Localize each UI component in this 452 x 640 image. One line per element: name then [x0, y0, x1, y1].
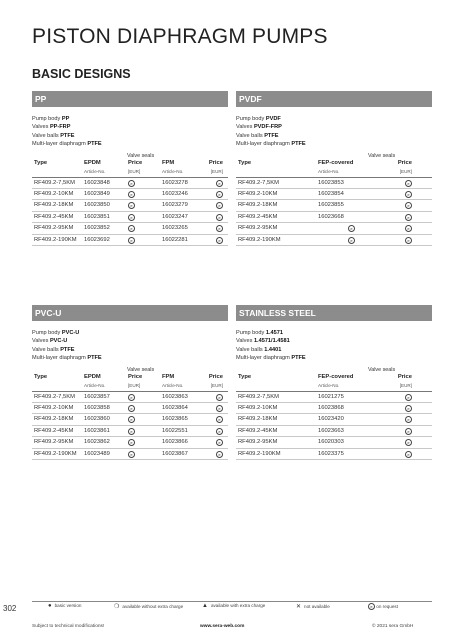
table-cell: RF409.2-18KM — [238, 202, 278, 209]
table-cell: 16023848 — [84, 179, 110, 186]
table-row — [32, 437, 228, 448]
on-request-cell — [216, 191, 223, 198]
table-row — [236, 449, 432, 460]
spec-value: 1.4571 — [265, 330, 283, 336]
table-cell: 16023489 — [84, 450, 110, 457]
spec-line — [32, 337, 228, 345]
filled-circle-icon: ● — [48, 603, 52, 609]
on-request-icon: e — [216, 451, 223, 458]
on-request-icon: e — [405, 214, 412, 221]
spec-value: PTFE — [87, 141, 102, 148]
table-cell: 16023854 — [318, 191, 344, 198]
on-request-icon: e — [216, 237, 223, 244]
spec-value: PP — [61, 116, 70, 122]
valve-seals-label: Valve seals — [127, 366, 155, 373]
table-cell: 16023861 — [84, 427, 110, 434]
spec-label: Valves — [236, 338, 254, 345]
table-cell: 16023851 — [84, 213, 110, 220]
on-request-icon: e — [128, 237, 135, 244]
on-request-icon: e — [128, 428, 135, 435]
table-cell: RF409.2-95KM — [34, 439, 74, 446]
footer-note: Subject to technical modifications! — [32, 624, 105, 629]
table-cell: RF409.2-45KM — [34, 427, 74, 434]
table-cell: RF409.2-7,5KM — [34, 179, 75, 186]
on-request-icon: e — [128, 405, 135, 412]
column-header: FEP-covered — [318, 373, 354, 380]
column-header: Type — [238, 159, 252, 166]
column-unit: Article-No. — [318, 168, 340, 174]
cross-icon: ✕ — [296, 604, 302, 610]
section-pvdf — [236, 91, 432, 246]
valve-seals-label: Valve seals — [368, 152, 396, 159]
on-request-icon: e — [368, 603, 375, 610]
section-description — [236, 329, 432, 363]
table-cell: 16023864 — [162, 405, 188, 412]
table-cell: RF409.2-45KM — [34, 213, 74, 220]
table-row — [32, 414, 228, 425]
on-request-cell — [128, 214, 135, 221]
section-title: STAINLESS STEEL — [236, 305, 432, 321]
on-request-cell — [128, 237, 135, 244]
on-request-icon: e — [405, 202, 412, 209]
on-request-icon: e — [216, 394, 223, 401]
column-unit: Article-No. — [318, 382, 340, 388]
table-header — [236, 160, 432, 168]
spec-label: Multi-layer diaphragm — [236, 141, 292, 148]
column-unit: [EUR] — [128, 382, 141, 388]
on-request-cell — [405, 394, 412, 401]
column-header: EPDM — [84, 373, 101, 380]
table-cell: RF409.2-10KM — [34, 191, 74, 198]
spec-value: 1.4571/1.4581 — [253, 338, 290, 345]
on-request-cell — [405, 237, 412, 244]
on-request-icon: e — [216, 405, 223, 412]
on-request-cell — [216, 225, 223, 232]
spec-line — [236, 329, 432, 337]
table-cell: 16023860 — [84, 416, 110, 423]
table-row — [236, 189, 432, 200]
on-request-icon: e — [405, 439, 412, 446]
spec-line — [236, 140, 432, 148]
on-request-icon: e — [348, 237, 355, 244]
table-cell: RF409.2-10KM — [238, 405, 278, 412]
spec-label: Pump body — [236, 330, 266, 336]
on-request-cell — [405, 191, 412, 198]
spec-line — [236, 115, 432, 123]
on-request-icon: e — [216, 416, 223, 423]
on-request-icon: e — [405, 451, 412, 458]
open-circle-icon: ❍ — [114, 604, 120, 610]
on-request-cell — [128, 225, 135, 232]
on-request-cell — [216, 214, 223, 221]
table-cell: 16023663 — [318, 427, 344, 434]
column-header: Type — [238, 373, 252, 380]
spec-line — [236, 123, 432, 131]
on-request-icon: e — [216, 428, 223, 435]
spec-label: Pump body — [32, 330, 62, 336]
footer-copyright: © 2021 sera GmbH — [372, 624, 414, 629]
on-request-icon: e — [405, 225, 412, 232]
table-cell: RF409.2-190KM — [238, 236, 281, 243]
table-row — [236, 212, 432, 223]
table-cell: RF409.2-95KM — [238, 225, 278, 232]
table-row — [32, 235, 228, 246]
footer-divider — [32, 601, 432, 602]
table-cell: 16023857 — [84, 393, 110, 400]
on-request-cell — [348, 237, 355, 244]
table-subheader — [32, 382, 228, 392]
on-request-cell — [405, 405, 412, 412]
table-row — [236, 403, 432, 414]
on-request-cell — [348, 225, 355, 232]
spec-value: PTFE — [60, 346, 75, 353]
spec-value: PTFE — [87, 355, 102, 362]
spec-value: PVDF-FRP — [253, 124, 282, 131]
table-cell: 16023668 — [318, 213, 344, 220]
on-request-cell — [216, 405, 223, 412]
column-unit: Article-No. — [162, 382, 184, 388]
on-request-cell — [405, 428, 412, 435]
on-request-icon: e — [128, 416, 135, 423]
valve-seals-label-row — [236, 367, 432, 374]
column-unit: [EUR] — [399, 382, 412, 388]
column-header: EPDM — [84, 159, 101, 166]
table-row — [236, 200, 432, 211]
spec-line — [32, 140, 228, 148]
on-request-icon: e — [128, 202, 135, 209]
table-cell: RF409.2-7,5KM — [34, 393, 75, 400]
column-unit: Article-No. — [84, 382, 106, 388]
spec-line — [32, 115, 228, 123]
spec-value: PVC-U — [61, 330, 80, 336]
on-request-cell — [405, 416, 412, 423]
column-header: Price — [128, 373, 143, 380]
column-header: Price — [208, 159, 223, 166]
table-cell: RF409.2-10KM — [238, 191, 278, 198]
valve-seals-label-row — [32, 153, 228, 160]
table-cell: RF409.2-18KM — [34, 202, 74, 209]
on-request-cell — [216, 439, 223, 446]
spec-label: Multi-layer diaphragm — [32, 141, 88, 148]
on-request-icon: e — [216, 439, 223, 446]
spec-value: PVDF — [265, 116, 281, 122]
spec-value: PVC-U — [49, 338, 68, 345]
table-subheader — [236, 382, 432, 392]
valve-seals-label-row — [32, 367, 228, 374]
valve-seals-label: Valve seals — [368, 366, 396, 373]
on-request-icon: e — [405, 394, 412, 401]
on-request-cell — [405, 202, 412, 209]
table-cell: 16023850 — [84, 202, 110, 209]
on-request-cell — [128, 439, 135, 446]
section-stainless-steel — [236, 305, 432, 460]
table-row — [236, 426, 432, 437]
table-cell: 16023865 — [162, 416, 188, 423]
on-request-icon: e — [128, 180, 135, 187]
on-request-icon: e — [216, 202, 223, 209]
table-cell: 16023855 — [318, 202, 344, 209]
on-request-icon: e — [348, 225, 355, 232]
on-request-icon: e — [216, 214, 223, 221]
legend-item-with-charge — [202, 603, 265, 609]
on-request-cell — [128, 394, 135, 401]
section-description — [32, 329, 228, 363]
on-request-icon: e — [405, 180, 412, 187]
column-unit: Article-No. — [84, 168, 106, 174]
table-cell: 16023375 — [318, 450, 344, 457]
on-request-cell — [405, 439, 412, 446]
on-request-icon: e — [128, 225, 135, 232]
column-unit: Article-No. — [162, 168, 184, 174]
section-description — [32, 115, 228, 149]
footer-website-link[interactable]: www.sera-web.com — [200, 624, 245, 629]
spec-line — [236, 346, 432, 354]
spec-line — [32, 329, 228, 337]
table-cell: RF409.2-45KM — [238, 427, 278, 434]
on-request-icon: e — [405, 191, 412, 198]
on-request-cell — [216, 180, 223, 187]
table-row — [236, 178, 432, 189]
table-cell: RF409.2-18KM — [238, 416, 278, 423]
table-row — [32, 392, 228, 403]
column-unit: [EUR] — [128, 168, 141, 174]
column-header: Price — [397, 159, 412, 166]
legend-label: basic version — [54, 603, 82, 608]
table-cell: 16023868 — [318, 405, 344, 412]
section-title: PVC-U — [32, 305, 228, 321]
on-request-cell — [216, 451, 223, 458]
column-unit: [EUR] — [210, 382, 223, 388]
section-title: PP — [32, 91, 228, 107]
spec-label: Valve balls — [236, 346, 265, 353]
table-cell: 16023265 — [162, 225, 188, 232]
legend-label: available without extra charge — [122, 604, 184, 609]
on-request-icon: e — [128, 191, 135, 198]
spec-line — [236, 337, 432, 345]
on-request-cell — [405, 180, 412, 187]
page-title: PISTON DIAPHRAGM PUMPS — [32, 25, 328, 49]
table-cell: 16021275 — [318, 393, 344, 400]
on-request-icon: e — [216, 191, 223, 198]
legend-item-on-request — [368, 603, 398, 610]
spec-value: 1.4401 — [264, 346, 282, 353]
spec-value: PTFE — [264, 132, 279, 139]
on-request-cell — [128, 180, 135, 187]
spec-label: Valves — [32, 124, 50, 131]
triangle-icon: ▲ — [202, 603, 208, 609]
on-request-cell — [128, 405, 135, 412]
table-cell: 16023278 — [162, 179, 188, 186]
table-cell: RF409.2-190KM — [238, 450, 281, 457]
on-request-icon: e — [405, 416, 412, 423]
table-row — [236, 392, 432, 403]
table-cell: 16020303 — [318, 439, 344, 446]
table-row — [32, 449, 228, 460]
spec-value: PTFE — [60, 132, 75, 139]
table-cell: RF409.2-10KM — [34, 405, 74, 412]
on-request-icon: e — [216, 180, 223, 187]
spec-label: Pump body — [236, 116, 266, 122]
table-cell: 16023279 — [162, 202, 188, 209]
spec-line — [32, 354, 228, 362]
spec-value: PTFE — [291, 141, 306, 148]
page-number: 302 — [3, 604, 17, 613]
column-header: FPM — [162, 373, 175, 380]
spec-label: Multi-layer diaphragm — [236, 355, 292, 362]
table-row — [32, 178, 228, 189]
table-cell: RF409.2-45KM — [238, 213, 278, 220]
table-cell: RF409.2-95KM — [238, 439, 278, 446]
on-request-cell — [216, 202, 223, 209]
table-row — [32, 189, 228, 200]
table-cell: 16023862 — [84, 439, 110, 446]
table-cell: 16023863 — [162, 393, 188, 400]
table-subheader — [236, 168, 432, 178]
on-request-cell — [405, 214, 412, 221]
spec-line — [32, 123, 228, 131]
on-request-cell — [216, 416, 223, 423]
on-request-cell — [216, 428, 223, 435]
on-request-cell — [405, 451, 412, 458]
on-request-cell — [216, 394, 223, 401]
on-request-cell — [128, 202, 135, 209]
section-description — [236, 115, 432, 149]
table-row — [236, 414, 432, 425]
on-request-icon: e — [405, 405, 412, 412]
table-cell: 16022551 — [162, 427, 188, 434]
on-request-icon: e — [216, 225, 223, 232]
table-cell: 16023247 — [162, 213, 188, 220]
table-cell: RF409.2-18KM — [34, 416, 74, 423]
spec-line — [32, 132, 228, 140]
column-header: Price — [128, 159, 143, 166]
spec-label: Valve balls — [236, 132, 265, 139]
on-request-icon: e — [128, 394, 135, 401]
column-header: Type — [34, 159, 48, 166]
table-cell: RF409.2-190KM — [34, 450, 77, 457]
table-row — [32, 212, 228, 223]
on-request-cell — [128, 416, 135, 423]
spec-label: Valve balls — [32, 346, 61, 353]
column-header: Price — [208, 373, 223, 380]
column-header: Type — [34, 373, 48, 380]
on-request-cell — [405, 225, 412, 232]
on-request-icon: e — [128, 214, 135, 221]
legend-item-without-charge — [114, 603, 183, 610]
table-cell: 16023692 — [84, 236, 110, 243]
column-unit: [EUR] — [399, 168, 412, 174]
table-row — [32, 426, 228, 437]
table-row — [32, 200, 228, 211]
table-cell: RF409.2-190KM — [34, 236, 77, 243]
column-header: FPM — [162, 159, 175, 166]
table-row — [32, 403, 228, 414]
spec-label: Pump body — [32, 116, 62, 122]
on-request-cell — [128, 191, 135, 198]
table-cell: RF409.2-7,5KM — [238, 393, 279, 400]
column-header: Price — [397, 373, 412, 380]
table-cell: 16023246 — [162, 191, 188, 198]
legend-label: available with extra charge — [210, 603, 266, 608]
table-row — [236, 437, 432, 448]
section-pvc-u — [32, 305, 228, 460]
section-title: PVDF — [236, 91, 432, 107]
table-cell: 16022281 — [162, 236, 188, 243]
legend-item-not-available — [296, 603, 330, 610]
spec-label: Valves — [236, 124, 254, 131]
table-row — [236, 223, 432, 234]
legend-label: on request — [376, 604, 398, 609]
on-request-cell — [128, 428, 135, 435]
on-request-cell — [128, 451, 135, 458]
on-request-cell — [216, 237, 223, 244]
spec-label: Valve balls — [32, 132, 61, 139]
spec-value: PTFE — [291, 355, 306, 362]
table-cell: 16023858 — [84, 405, 110, 412]
spec-value: PP-FRP — [49, 124, 71, 131]
spec-line — [236, 354, 432, 362]
table-cell: 16023849 — [84, 191, 110, 198]
on-request-icon: e — [405, 428, 412, 435]
valve-seals-label: Valve seals — [127, 152, 155, 159]
table-cell: 16023420 — [318, 416, 344, 423]
table-header — [32, 374, 228, 382]
on-request-icon: e — [128, 439, 135, 446]
column-unit: [EUR] — [210, 168, 223, 174]
legend-item-basic-version — [48, 603, 81, 609]
valve-seals-label-row — [236, 153, 432, 160]
table-row — [236, 235, 432, 246]
page-subtitle: BASIC DESIGNS — [32, 67, 131, 81]
on-request-icon: e — [405, 237, 412, 244]
table-header — [32, 160, 228, 168]
table-cell: 16023867 — [162, 450, 188, 457]
table-cell: 16023852 — [84, 225, 110, 232]
table-cell: RF409.2-95KM — [34, 225, 74, 232]
column-header: FEP-covered — [318, 159, 354, 166]
table-cell: RF409.2-7,5KM — [238, 179, 279, 186]
legend-label: not available — [304, 604, 330, 609]
table-subheader — [32, 168, 228, 178]
spec-label: Valves — [32, 338, 50, 345]
section-pp — [32, 91, 228, 246]
on-request-icon: e — [128, 451, 135, 458]
table-row — [32, 223, 228, 234]
table-cell: 16023866 — [162, 439, 188, 446]
table-cell: 16023853 — [318, 179, 344, 186]
table-header — [236, 374, 432, 382]
spec-label: Multi-layer diaphragm — [32, 355, 88, 362]
spec-line — [32, 346, 228, 354]
spec-line — [236, 132, 432, 140]
